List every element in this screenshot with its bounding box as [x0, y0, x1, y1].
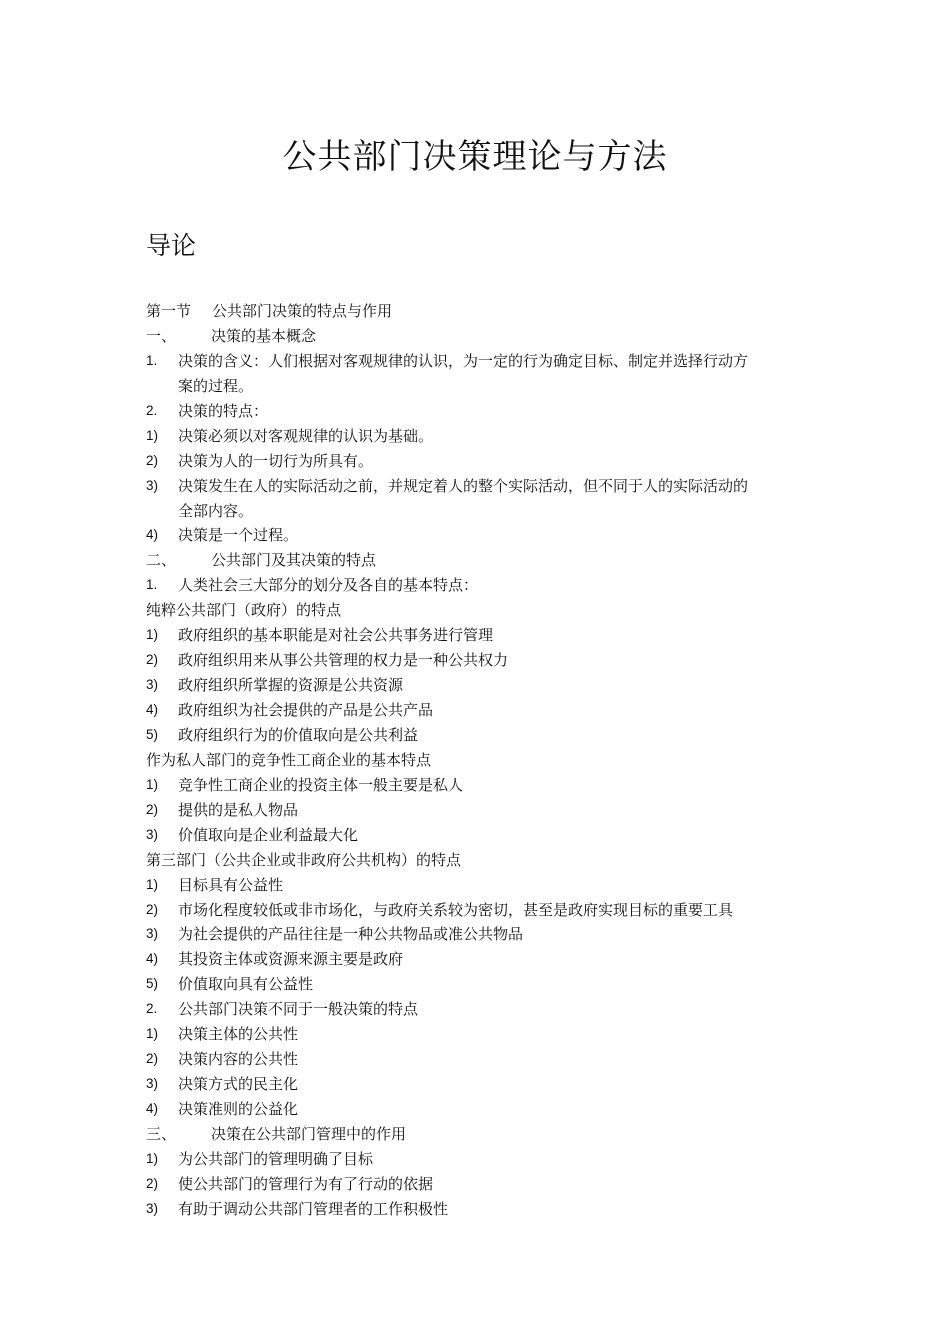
list-item [146, 449, 816, 474]
list-item [146, 972, 816, 997]
list-item-number: 1) [146, 427, 159, 443]
list-item-text: 决策发生在人的实际活动之前，并规定着人的整个实际活动，但不同于人的实际活动的 [178, 476, 749, 495]
list-item-number: 1) [146, 1026, 159, 1042]
list-item-number: 4) [146, 1101, 159, 1116]
list-item [146, 623, 816, 648]
list-item-text: 竞争性工商企业的投资主体一般主要是私人 [178, 775, 464, 794]
list-item-text: 政府组织所掌握的资源是公共资源 [178, 676, 404, 695]
list-item-number: 2. [146, 1001, 158, 1017]
list-item-text: 公共部门决策不同于一般决策的特点 [178, 1000, 419, 1019]
list-item-text: 决策必须以对客观规律的认识为基础。 [178, 426, 434, 445]
list-item-number: 4) [146, 951, 159, 967]
list-item-text: 有助于调动公共部门管理者的工作积极性 [178, 1199, 449, 1218]
subsection-heading [146, 548, 816, 573]
list-item-text: 价值取向具有公益性 [178, 975, 314, 994]
list-item-number: 2) [146, 1175, 159, 1191]
list-item-text: 决策的含义：人们根据对客观规律的认识，为一定的行为确定目标、制定并选择行动方 [178, 351, 749, 370]
list-item-number: 2) [146, 652, 159, 668]
list-item [146, 573, 816, 598]
list-item-text: 提供的是私人物品 [178, 800, 299, 819]
list-item-number: 3) [146, 1076, 159, 1092]
list-item-text: 为社会提供的产品往往是一种公共物品或准公共物品 [178, 925, 524, 944]
list-item [146, 1097, 816, 1122]
list-item-number: 1) [146, 876, 159, 892]
list-item-number: 4) [146, 527, 159, 543]
list-item-number: 3) [146, 826, 159, 842]
list-item [146, 1072, 816, 1097]
subsection-number: 二、 [146, 551, 177, 570]
list-item-text: 决策准则的公益化 [178, 1100, 299, 1118]
list-item [146, 723, 816, 748]
list-item-text: 其投资主体或资源来源主要是政府 [178, 950, 404, 969]
list-item-text: 使公共部门的管理行为有了行动的依据 [178, 1174, 434, 1193]
list-item-text: 目标具有公益性 [178, 875, 284, 894]
list-item-text: 决策是一个过程。 [178, 526, 299, 545]
list-item-number: 5) [146, 976, 159, 992]
list-item [146, 1022, 816, 1047]
list-item [146, 698, 816, 723]
list-item-text: 市场化程度较低或非市场化，与政府关系较为密切，甚至是政府实现目标的重要工具 [178, 900, 734, 919]
list-item-number: 3) [146, 1200, 159, 1216]
list-item [146, 922, 816, 947]
paragraph-line: 纯粹公共部门（政府）的特点 [146, 601, 342, 620]
list-item [146, 947, 816, 972]
list-item-number: 4) [146, 702, 159, 717]
paragraph-line: 第三部门（公共企业或非政府公共机构）的特点 [146, 850, 462, 869]
subsection-heading [146, 324, 816, 349]
list-item [146, 474, 816, 499]
list-item-text: 人类社会三大部分的划分及各自的基本特点： [178, 576, 479, 595]
document-title: 公共部门决策理论与方法 [282, 137, 668, 177]
list-item [146, 349, 816, 374]
list-item-text: 为公共部门的管理明确了目标 [178, 1149, 374, 1168]
list-item-text: 价值取向是企业利益最大化 [178, 825, 359, 844]
list-item [146, 1197, 816, 1222]
list-item-number: 5) [146, 726, 159, 742]
list-item-number: 1) [146, 1150, 159, 1166]
list-item [146, 898, 816, 923]
list-item-text: 政府组织为社会提供的产品是公共产品 [178, 701, 434, 719]
subsection-text: 决策在公共部门管理中的作用 [211, 1124, 407, 1143]
section-number: 第一节 [146, 302, 192, 320]
list-item [146, 1047, 816, 1072]
list-item-number: 2) [146, 1051, 159, 1067]
list-item [146, 1147, 816, 1172]
list-item [146, 997, 816, 1022]
list-item-text: 政府组织的基本职能是对社会公共事务进行管理 [178, 626, 494, 645]
list-item-text: 决策方式的民主化 [178, 1075, 299, 1094]
list-item-number: 2. [146, 402, 158, 418]
list-item [146, 873, 816, 898]
subsection-number: 一、 [146, 326, 177, 345]
list-item-number: 2) [146, 452, 159, 468]
document-body [146, 299, 816, 1222]
list-item-text: 决策为人的一切行为所具有。 [178, 451, 374, 470]
list-item-text: 决策内容的公共性 [178, 1050, 299, 1069]
section-title: 公共部门决策的特点与作用 [212, 302, 393, 320]
list-item-number: 3) [146, 477, 159, 493]
list-item [146, 798, 816, 823]
chapter-heading: 导论 [146, 231, 197, 260]
subsection-text: 决策的基本概念 [211, 326, 317, 345]
list-item-continuation: 案的过程。 [178, 376, 254, 395]
list-item [146, 424, 816, 449]
list-item-text: 决策的特点： [178, 401, 269, 420]
subsection-number: 三、 [146, 1124, 177, 1143]
list-item-text: 政府组织用来从事公共管理的权力是一种公共权力 [178, 651, 509, 670]
list-item [146, 523, 816, 548]
list-item [146, 823, 816, 848]
list-item [146, 399, 816, 424]
list-item-number: 1) [146, 776, 159, 792]
list-item-number: 1. [146, 352, 158, 368]
list-item-number: 1) [146, 627, 159, 643]
list-item-number: 2) [146, 801, 159, 817]
list-item-text: 政府组织行为的价值取向是公共利益 [178, 725, 419, 744]
list-item [146, 648, 816, 673]
subsection-heading [146, 1122, 816, 1147]
list-item-number: 2) [146, 901, 159, 917]
paragraph-line: 作为私人部门的竞争性工商企业的基本特点 [146, 750, 432, 769]
list-item-continuation: 全部内容。 [178, 501, 254, 520]
list-item-number: 3) [146, 926, 159, 942]
list-item [146, 1172, 816, 1197]
list-item [146, 673, 816, 698]
section-heading [146, 299, 816, 324]
list-item [146, 773, 816, 798]
list-item-text: 决策主体的公共性 [178, 1025, 299, 1044]
list-item-number: 3) [146, 677, 159, 693]
list-item-number: 1. [146, 577, 158, 593]
subsection-text: 公共部门及其决策的特点 [211, 551, 377, 570]
